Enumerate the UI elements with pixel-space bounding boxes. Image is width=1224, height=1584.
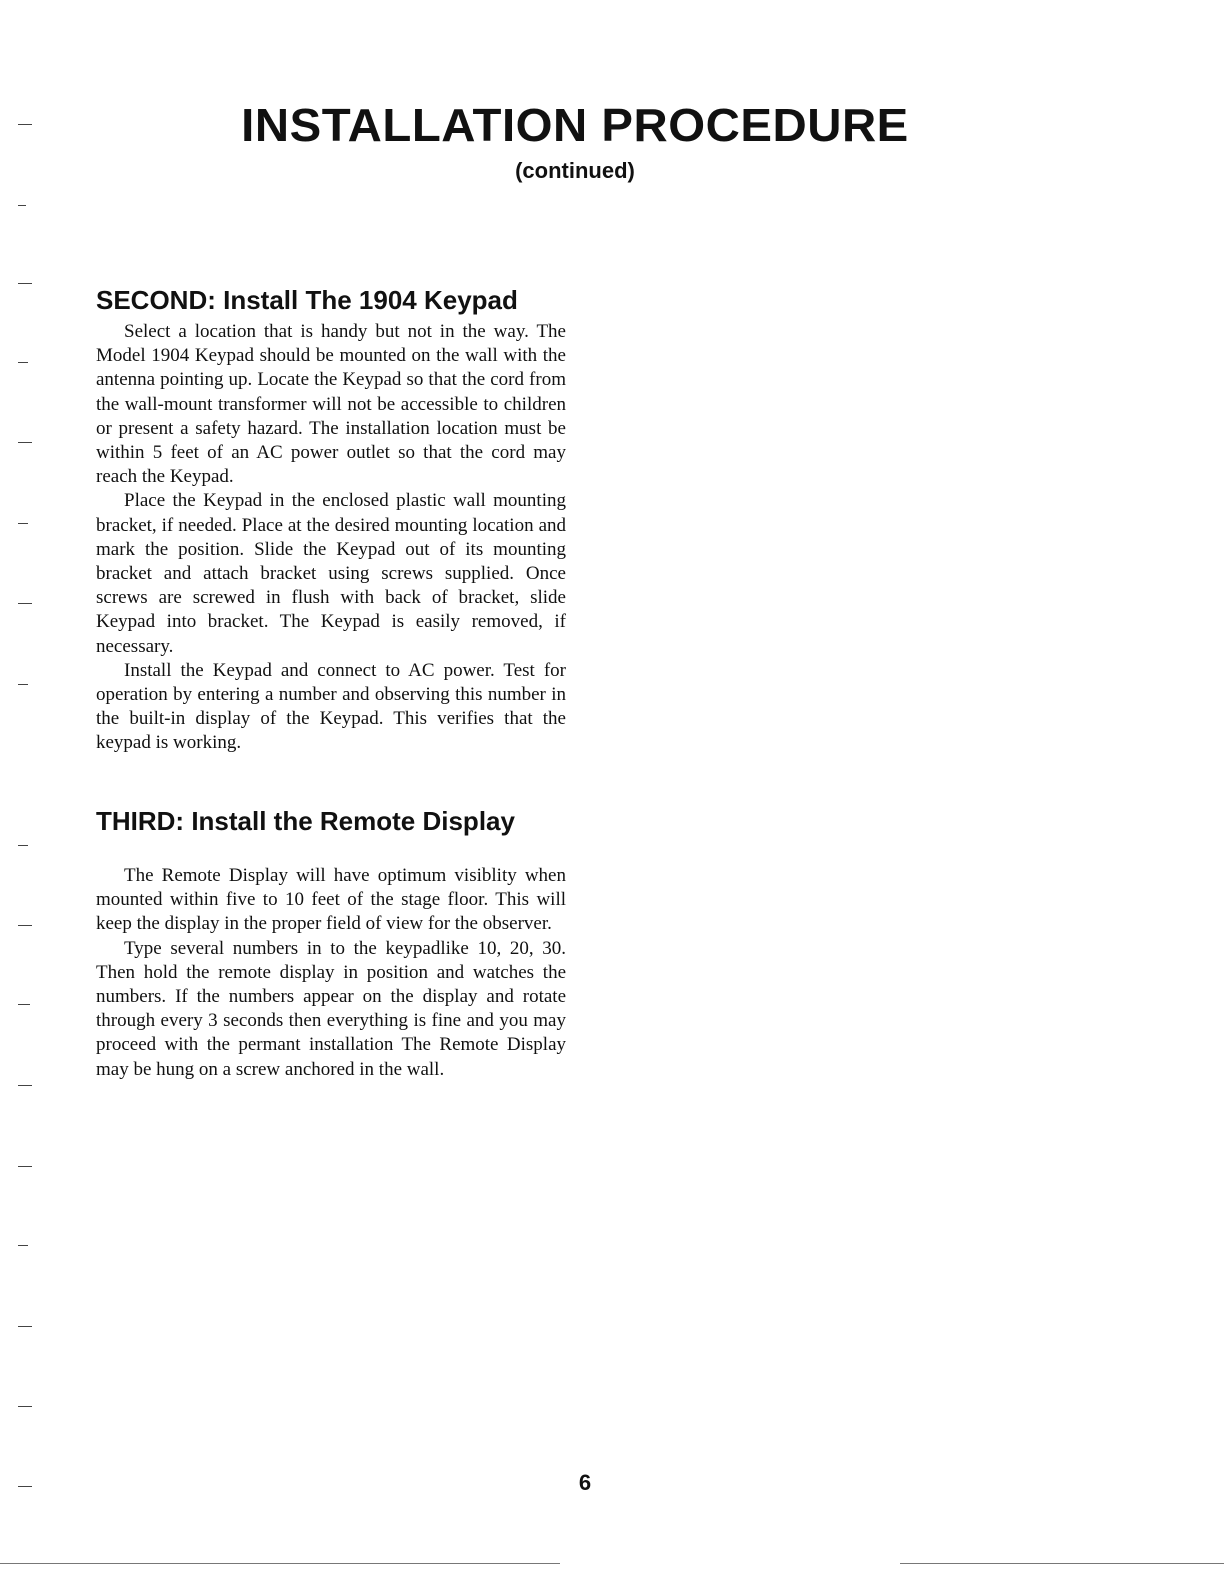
page-number: 6	[578, 1470, 592, 1495]
paragraph: Type several numbers in to the keypadlike 10, 20, 30. Then hold the remote display in position and watches the numbers. If the numbers appear on the display and rotate through every 3 seconds then everything is fine and you may proceed with the permant installation The Remote Display may be hung on a screw anchored in the wall.	[96, 937, 566, 1080]
margin-mark	[18, 1245, 28, 1246]
margin-mark	[18, 925, 32, 926]
section-body-second	[96, 320, 566, 756]
page-subtitle: (continued)	[515, 158, 635, 183]
scan-margin-marks	[12, 0, 42, 1584]
margin-mark	[18, 283, 32, 284]
section-heading-third: THIRD: Install the Remote Display	[96, 806, 515, 836]
margin-mark	[18, 1085, 32, 1086]
margin-mark	[18, 1406, 32, 1407]
paragraph: Install the Keypad and connect to AC power. Test for operation by entering a number and observing this number in the built-in display of the Keypad. This verifies that the keypad is working.	[96, 659, 566, 754]
margin-mark	[18, 442, 32, 443]
margin-mark	[18, 205, 26, 206]
bottom-rule	[0, 1563, 560, 1564]
margin-mark	[18, 1166, 32, 1167]
section-heading-second: SECOND: Install The 1904 Keypad	[96, 285, 518, 315]
margin-mark	[18, 1486, 32, 1487]
margin-mark	[18, 362, 28, 363]
bottom-rule	[900, 1563, 1224, 1564]
paragraph: The Remote Display will have optimum visiblity when mounted within five to 10 feet of the stage floor. This will keep the display in the proper field of view for the observer.	[96, 865, 566, 935]
margin-mark	[18, 603, 32, 604]
margin-mark	[18, 124, 32, 125]
margin-mark	[18, 1326, 32, 1327]
paragraph: Select a location that is handy but not in the way. The Model 1904 Keypad should be mounted on the wall with the antenna pointing up. Locate the Keypad so that the cord from the wall-mount transformer will not be accessible to children or present a safety hazard. The installation location must be within 5 feet of an AC power outlet so that the cord may reach the Keypad.	[96, 321, 566, 488]
page-title: INSTALLATION PROCEDURE	[241, 99, 909, 151]
paragraph: Place the Keypad in the enclosed plastic wall mounting bracket, if needed. Place at the desired mounting location and mark the position. Slide the Keypad out of its mounting bracket and attach bracket using screws supplied. Once screws are screwed in flush with back of bracket, slide Keypad into bracket. The Keypad is easily removed, if necessary.	[96, 490, 566, 657]
margin-mark	[18, 1004, 30, 1005]
margin-mark	[18, 684, 28, 685]
margin-mark	[18, 523, 28, 524]
section-body-third	[96, 864, 566, 1082]
margin-mark	[18, 845, 28, 846]
